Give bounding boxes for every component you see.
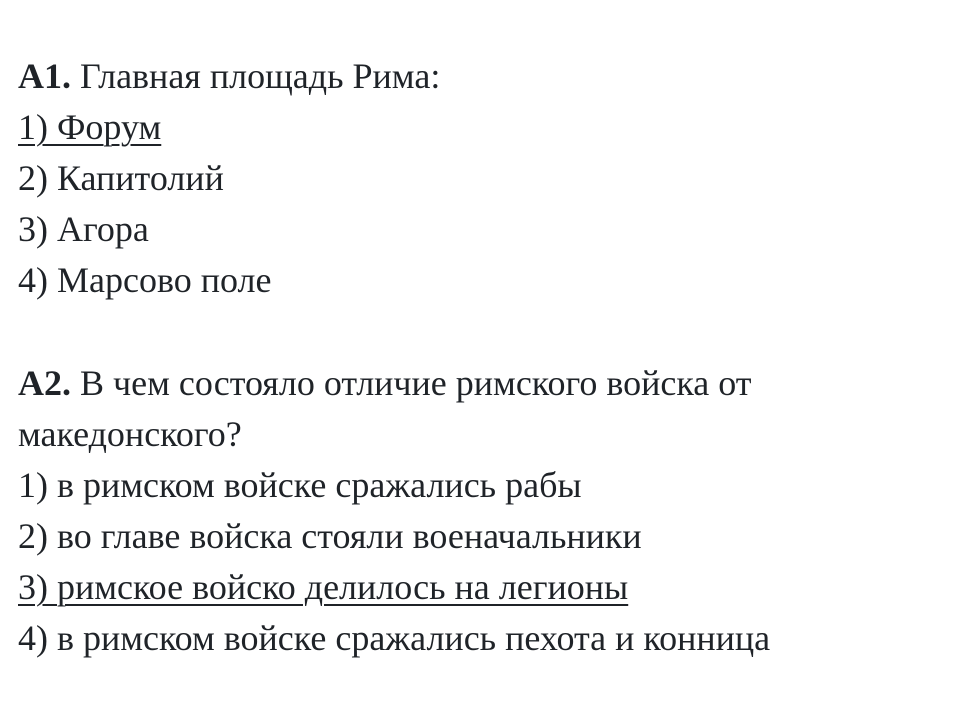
answer-text: 3) Агора [18, 209, 149, 249]
answer-option-correct [18, 562, 938, 613]
answer-option [18, 460, 938, 511]
answer-option [18, 255, 938, 306]
answer-text: 1) Форум [18, 107, 162, 147]
question-line [18, 358, 938, 409]
answer-text: 4) в римском войске сражались пехота и конница [18, 618, 771, 658]
answer-option-correct [18, 102, 938, 153]
answer-text: 2) Капитолий [18, 158, 224, 198]
answer-text: 4) Марсово поле [18, 260, 272, 300]
answer-text: 2) во главе войска стояли военачальники [18, 516, 642, 556]
question-text: Главная площадь Рима: [80, 56, 441, 96]
question-text: македонского? [18, 414, 242, 454]
answer-option [18, 204, 938, 255]
answer-option [18, 613, 938, 664]
question-number: А1. [18, 56, 71, 96]
question-text: В чем состояло отличие римского войска от [80, 363, 752, 403]
question-a1 [18, 51, 938, 306]
question-a2 [18, 358, 938, 664]
answer-option [18, 153, 938, 204]
answer-text: 3) римское войско делилось на легионы [18, 567, 629, 607]
question-line-continued [18, 409, 938, 460]
question-number: А2. [18, 363, 71, 403]
answer-option [18, 511, 938, 562]
answer-text: 1) в римском войске сражались рабы [18, 465, 582, 505]
question-line [18, 51, 938, 102]
